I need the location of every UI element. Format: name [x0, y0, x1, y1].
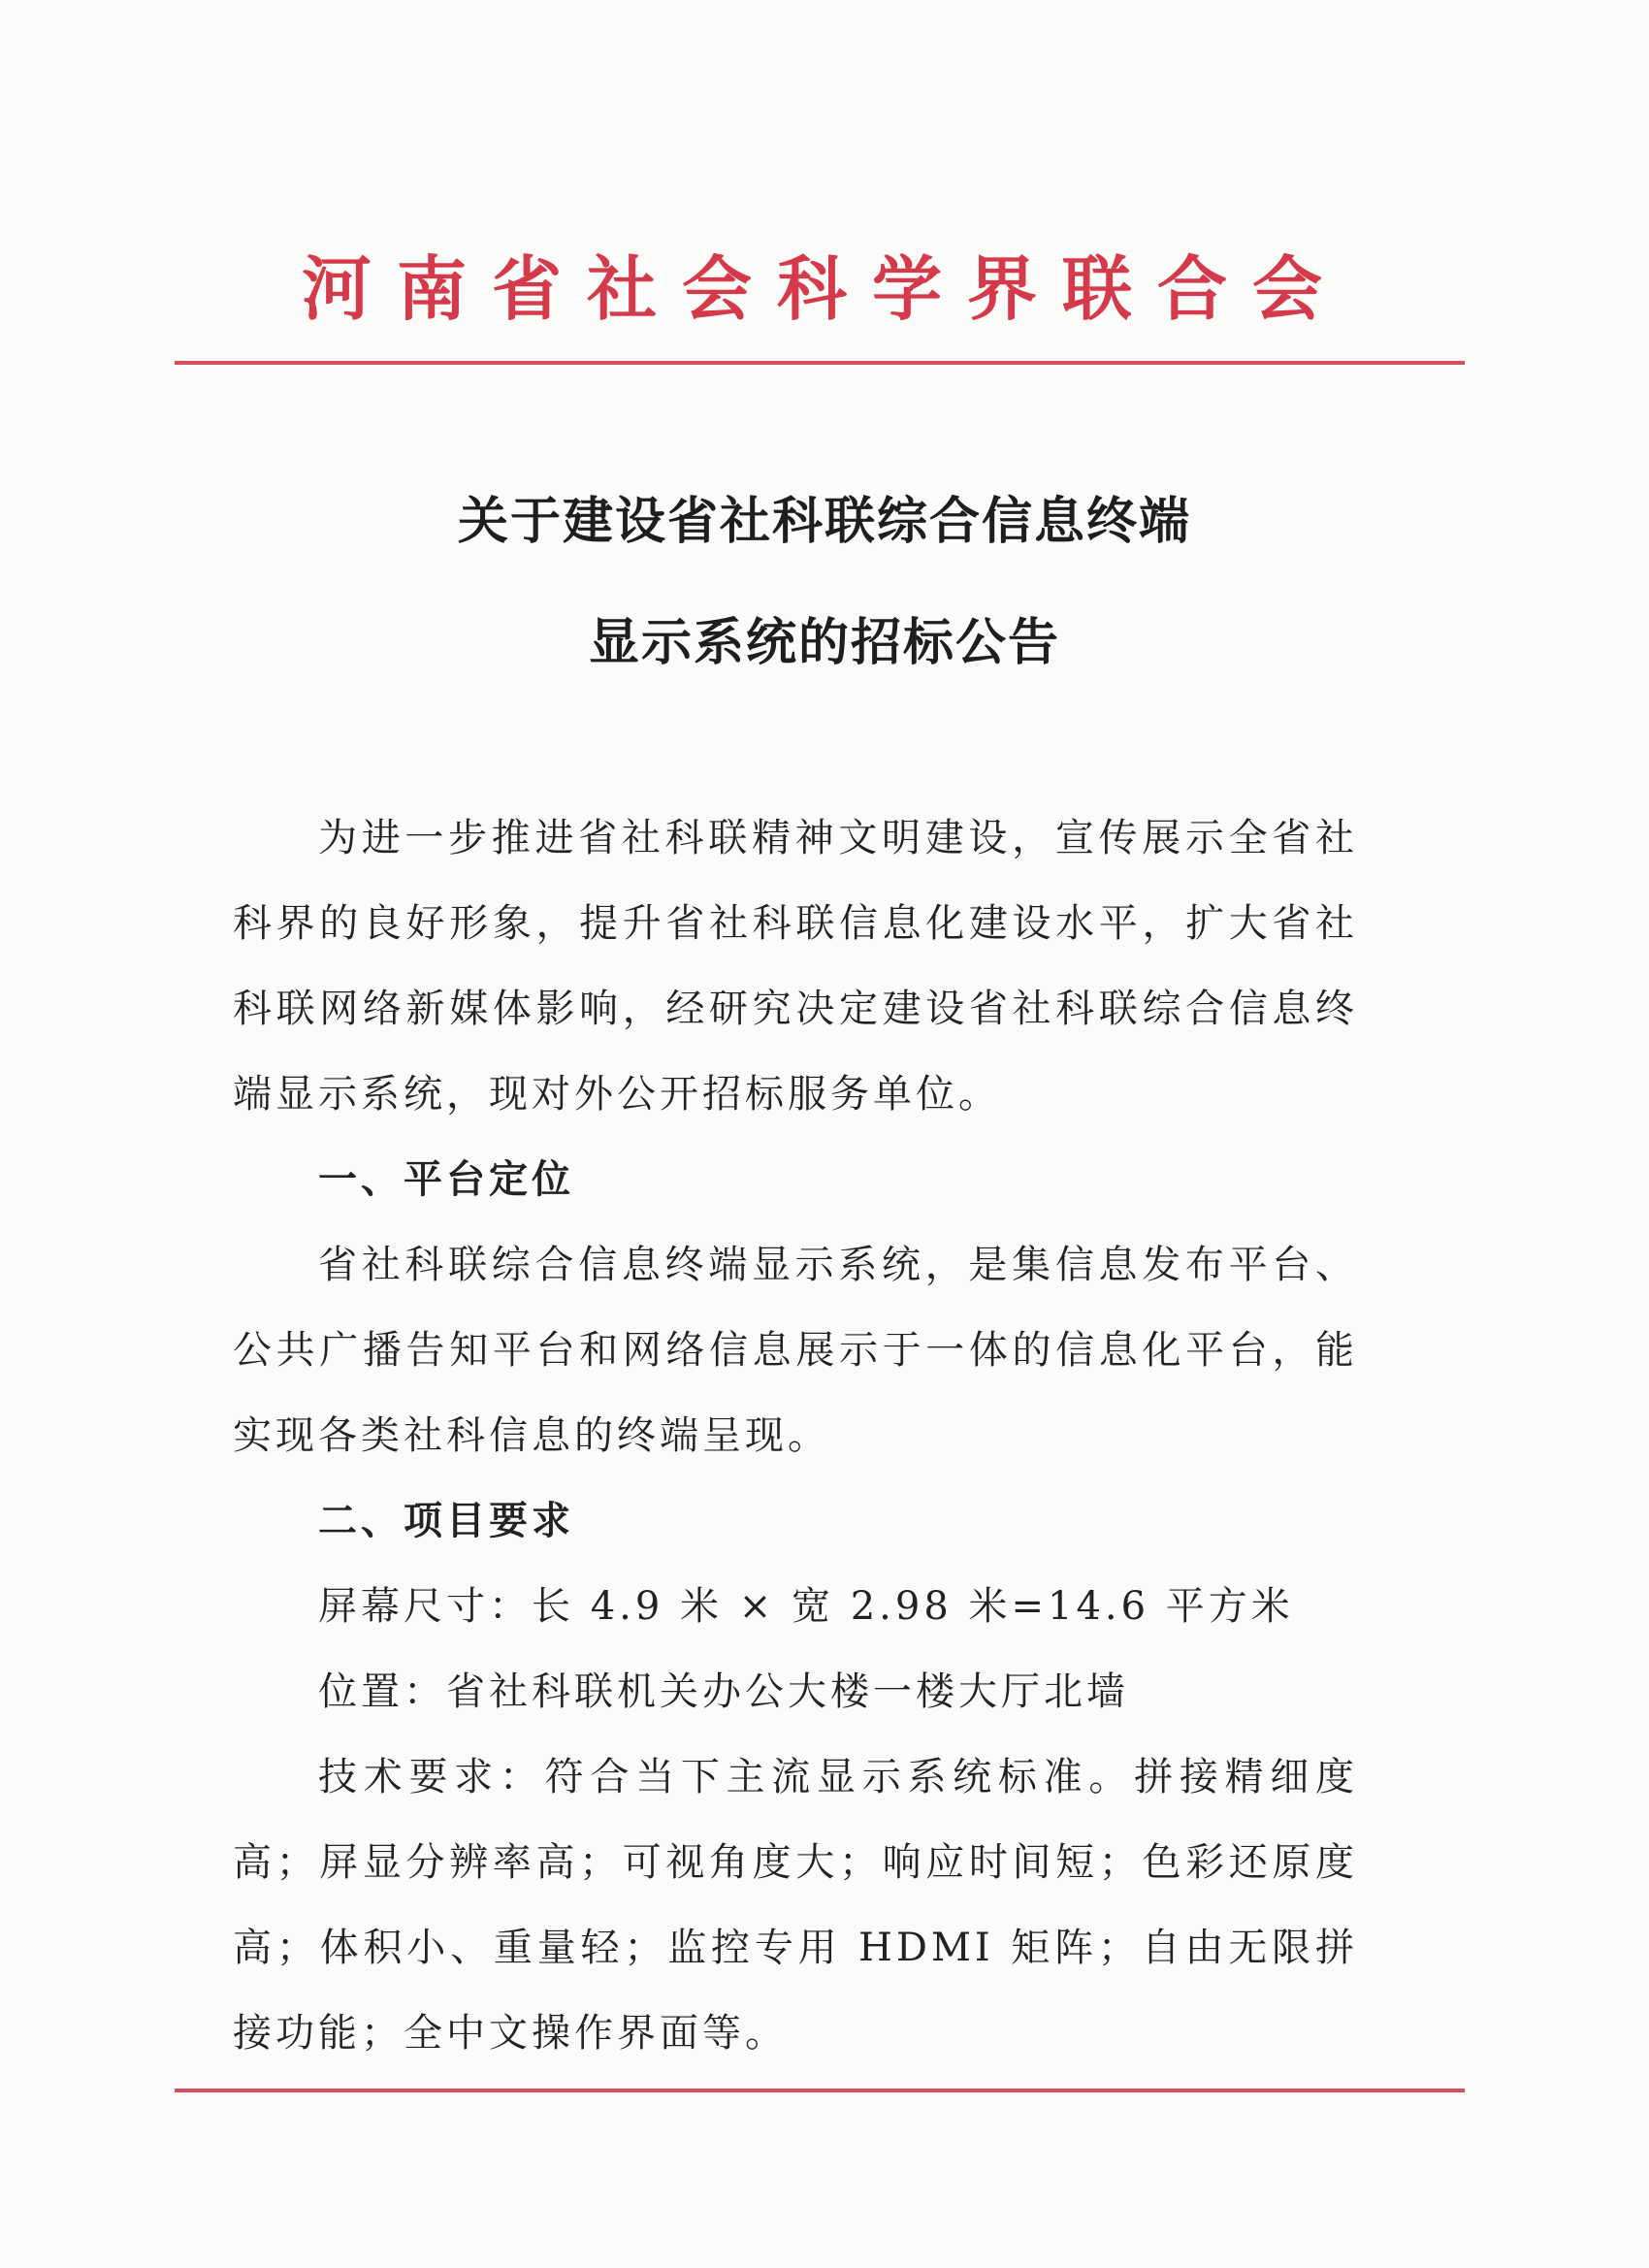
footer-divider — [175, 2089, 1465, 2092]
document-body — [233, 795, 1358, 2076]
positioning-paragraph: 省社科联综合信息终端显示系统，是集信息发布平台、公共广播告知平台和网络信息展示于一体的信息化平台，能实现各类社科信息的终端呈现。 — [233, 1243, 1358, 1458]
organization-header: 河南省社会科学界联合会 — [301, 248, 1347, 330]
screen-size-line: 屏幕尺寸：长 4.9 米 × 宽 2.98 米=14.6 平方米 — [318, 1584, 1294, 1629]
section-heading-requirements: 二、项目要求 — [318, 1499, 574, 1543]
document-title-line-1: 关于建设省社科联综合信息终端 — [457, 493, 1191, 551]
document-title-line-2: 显示系统的招标公告 — [588, 614, 1060, 672]
section-heading-positioning: 一、平台定位 — [318, 1157, 574, 1202]
header-divider — [175, 361, 1465, 365]
intro-paragraph: 为进一步推进省社科联精神文明建设，宣传展示全省社科界的良好形象，提升省社科联信息化建设水平，扩大省社科联网络新媒体影响，经研究决定建设省社科联综合信息终端显示系统，现对外公开招标服务单位。 — [233, 816, 1358, 1117]
location-line: 位置：省社科联机关办公大楼一楼大厅北墙 — [318, 1669, 1129, 1714]
tech-requirements-paragraph: 技术要求：符合当下主流显示系统标准。拼接精细度高；屏显分辨率高；可视角度大；响应时间短；色彩还原度高；体积小、重量轻；监控专用 HDMI 矩阵；自由无限拼接功能；全中文操作界面等。 — [233, 1755, 1358, 2056]
